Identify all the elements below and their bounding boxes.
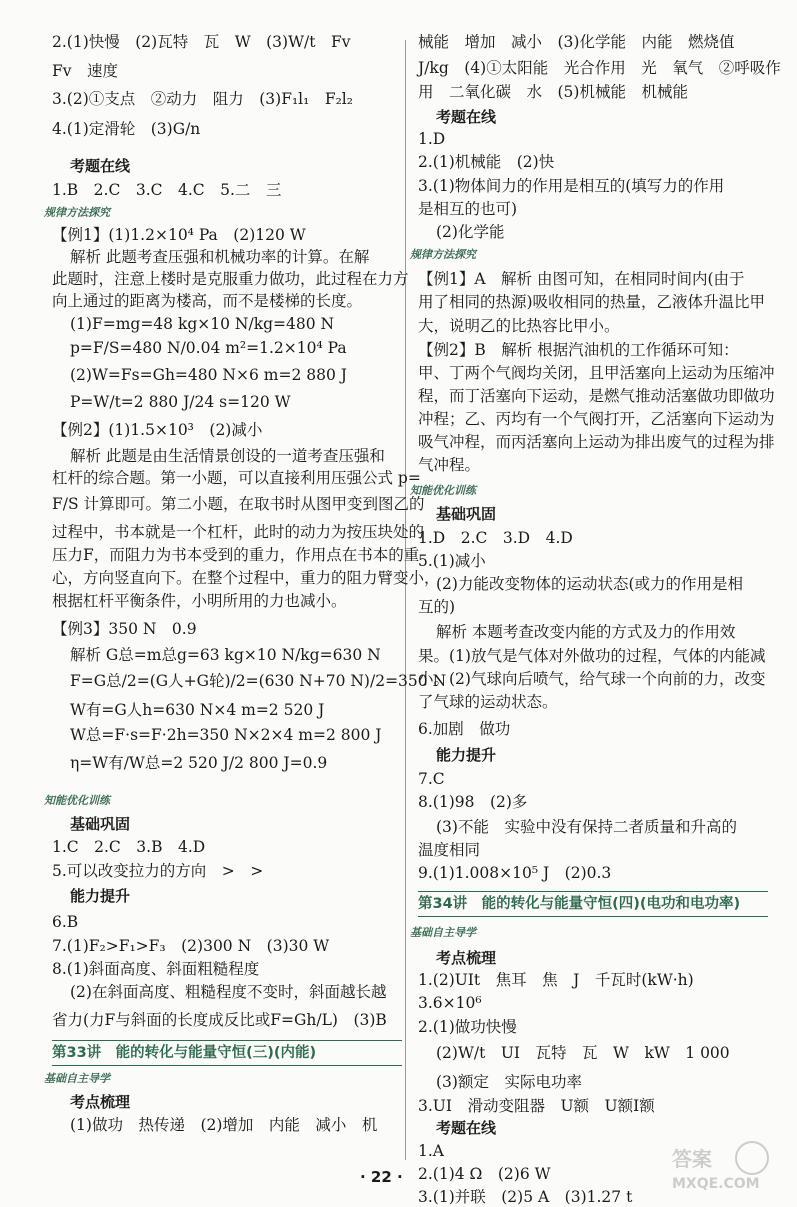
right-line: 械能 增加 减小 (3)化学能 内能 燃烧值 (418, 33, 735, 51)
left-line: 向上通过的距离为楼高，而不是楼梯的长度。 (52, 292, 363, 310)
left-line: 3.(2)①支点 ②动力 阻力 (3)F₁l₁ F₂l₂ (52, 90, 353, 108)
right-line: 考题在线 (436, 1119, 497, 1137)
right-line: 3.(1)物体间力的作用是相互的(填写力的作用 (418, 177, 725, 195)
right-line: 大，说明乙的比热容比甲小。 (418, 317, 620, 335)
right-line: 考题在线 (436, 108, 497, 126)
right-line: 1.(2)UIt 焦耳 焦 J 千瓦时(kW·h) (418, 971, 694, 989)
right-line: 3.6×10⁶ (418, 994, 482, 1012)
left-line: 1.B 2.C 3.C 4.C 5.二 三 (52, 181, 282, 199)
right-line: 温度相同 (418, 841, 481, 859)
left-line: (1)F=mg=48 kg×10 N/kg=480 N (70, 315, 335, 333)
right-line: 【例1】A 解析 由图可知，在相同时间内(由于 (418, 270, 745, 288)
left-line: 【例1】(1)1.2×10⁴ Pa (2)120 W (52, 226, 306, 244)
left-line: p=F/S=480 N/0.04 m²=1.2×10⁴ Pa (70, 339, 347, 357)
right-line: 用 二氧化碳 水 (5)机械能 机械能 (418, 83, 688, 101)
left-line: 根据杠杆平衡条件，小明所用的力也减小。 (52, 592, 347, 610)
right-line: 吸气冲程，而丙活塞向上运动为排出废气的过程为排 (418, 433, 775, 451)
left-line: η=W有/W总=2 520 J/2 800 J=0.9 (70, 754, 328, 772)
right-line: 解析 本题考查改变内能的方式及力的作用效 (436, 623, 736, 641)
right-line: 是相互的也可) (418, 200, 518, 218)
right-line: 3.(1)并联 (2)5 A (3)1.27 t (418, 1188, 633, 1206)
right-line: 1.D 2.C 3.D 4.D (418, 529, 573, 547)
right-line: 5.(1)减小 (418, 552, 486, 570)
left-line: 【例3】350 N 0.9 (52, 620, 197, 638)
right-line: 2.(1)机械能 (2)快 (418, 153, 555, 171)
right-line: 甲、丁两个气阀均关闭，且甲活塞向上运动为压缩冲 (418, 364, 775, 382)
right-line: (3)额定 实际电功率 (436, 1073, 582, 1091)
right-line: (2)化学能 (436, 223, 505, 241)
watermark-logo (668, 1136, 778, 1192)
left-line: 此题时，注意上楼时是克服重力做功，此过程在力方 (52, 270, 409, 288)
left-line: 省力(力F与斜面的长度成反比或F=Gh/L) (3)B (52, 1011, 387, 1029)
svg-text:MXQE.COM: MXQE.COM (672, 1176, 760, 1192)
left-line: 规律方法探究 (44, 206, 110, 219)
right-line: 6.加剧 做功 (418, 720, 511, 738)
right-line: 【例2】B 解析 根据汽油机的工作循环可知： (418, 341, 739, 359)
left-line: 压力F，而阻力为书本受到的重力，作用点在书本的重 (52, 546, 420, 564)
right-line: 知能优化训练 (410, 484, 476, 497)
right-line: 小。(2)气球向后喷气，给气球一个向前的力，改变 (418, 670, 766, 688)
right-line: (2)W/t UI 瓦特 瓦 W kW 1 000 (436, 1044, 730, 1062)
right-line: 冲程；乙、丙均有一个气阀打开，乙活塞向下运动为 (418, 410, 775, 428)
right-line: 互的) (418, 598, 456, 616)
left-line: 8.(1)斜面高度、斜面粗糙程度 (52, 960, 260, 978)
right-line: 第34讲 能的转化与能量守恒(四)(电功和电功率) (418, 891, 768, 917)
page-number: · 22 · (360, 1168, 403, 1186)
left-line: 杠杆的综合题。第一小题，可以直接利用压强公式 p= (52, 469, 421, 487)
left-line: 6.B (52, 913, 79, 931)
right-line: 程，而丁活塞向下运动，是燃气推动活塞做功即做功 (418, 387, 775, 405)
svg-text:答案: 答案 (672, 1147, 712, 1171)
right-line: 用了相同的热源)吸收相同的热量，乙液体升温比甲 (418, 293, 766, 311)
left-line: 2.(1)快慢 (2)瓦特 瓦 W (3)W/t Fv (52, 33, 351, 51)
left-line: (2)在斜面高度、粗糙程度不变时，斜面越长越 (70, 983, 387, 1001)
right-line: 2.(1)4 Ω (2)6 W (418, 1165, 551, 1183)
right-line: 考点梳理 (436, 949, 497, 967)
column-divider (405, 40, 406, 1160)
left-line: 考题在线 (70, 157, 131, 175)
right-line: 7.C (418, 770, 445, 788)
left-line: 解析 此题是由生活情景创设的一道考查压强和 (70, 447, 385, 465)
left-line: 解析 此题考查压强和机械功率的计算。在解 (70, 248, 370, 266)
left-line: F/S 计算即可。第二小题，在取书时从图甲变到图乙的 (52, 495, 425, 513)
right-line: 3.UI 滑动变阻器 U额 U额I额 (418, 1097, 655, 1115)
right-line: 规律方法探究 (410, 248, 476, 261)
right-line: 1.A (418, 1142, 444, 1160)
left-line: 解析 G总=m总g=63 kg×10 N/kg=630 N (70, 646, 381, 664)
right-line: J/kg (4)①太阳能 光合作用 光 氧气 ②呼吸作 (418, 59, 781, 77)
left-line: 4.(1)定滑轮 (3)G/n (52, 120, 201, 138)
left-line: 过程中，书本就是一个杠杆，此时的动力为按压块处的 (52, 523, 425, 541)
left-line: F=G总/2=(G人+G轮)/2=(630 N+70 N)/2=350 N (70, 672, 447, 690)
left-line: 7.(1)F₂>F₁>F₃ (2)300 N (3)30 W (52, 937, 330, 955)
right-line: 2.(1)做功快慢 (418, 1018, 517, 1036)
left-line: 基础巩固 (70, 815, 131, 833)
right-line: 气冲程。 (418, 456, 481, 474)
right-line: 基础巩固 (436, 505, 497, 523)
right-line: 果。(1)放气是气体对外做功的过程，气体的内能减 (418, 647, 766, 665)
left-line: (1)做功 热传递 (2)增加 内能 减小 机 (70, 1116, 378, 1134)
left-line: 1.C 2.C 3.B 4.D (52, 838, 206, 856)
left-line: 5.可以改变拉力的方向 > > (52, 862, 264, 880)
right-line: 了气球的运动状态。 (418, 693, 558, 711)
left-line: 心，方向竖直向下。在整个过程中，重力的阻力臂变小， (52, 569, 440, 587)
right-line: 基础自主导学 (410, 926, 476, 939)
left-line: W有=G人h=630 N×4 m=2 520 J (70, 701, 325, 719)
left-line: 考点梳理 (70, 1093, 131, 1111)
left-line: W总=F·s=F·2h=350 N×2×4 m=2 800 J (70, 726, 382, 744)
left-line: (2)W=Fs=Gh=480 N×6 m=2 880 J (70, 366, 347, 384)
left-line: 基础自主导学 (44, 1072, 110, 1085)
left-line: Fv 速度 (52, 62, 119, 80)
left-line: 知能优化训练 (44, 794, 110, 807)
right-line: 9.(1)1.008×10⁵ J (2)0.3 (418, 864, 612, 882)
right-line: 1.D (418, 130, 446, 148)
left-line: P=W/t=2 880 J/24 s=120 W (70, 393, 291, 411)
right-line: (3)不能 实验中没有保持二者质量和升高的 (436, 818, 737, 836)
right-line: 8.(1)98 (2)多 (418, 793, 528, 811)
right-line: 能力提升 (436, 746, 497, 764)
left-line: 【例2】(1)1.5×10³ (2)减小 (52, 421, 263, 439)
left-line: 第33讲 能的转化与能量守恒(三)(内能) (52, 1040, 402, 1066)
right-line: (2)力能改变物体的运动状态(或力的作用是相 (436, 575, 744, 593)
left-line: 能力提升 (70, 887, 131, 905)
